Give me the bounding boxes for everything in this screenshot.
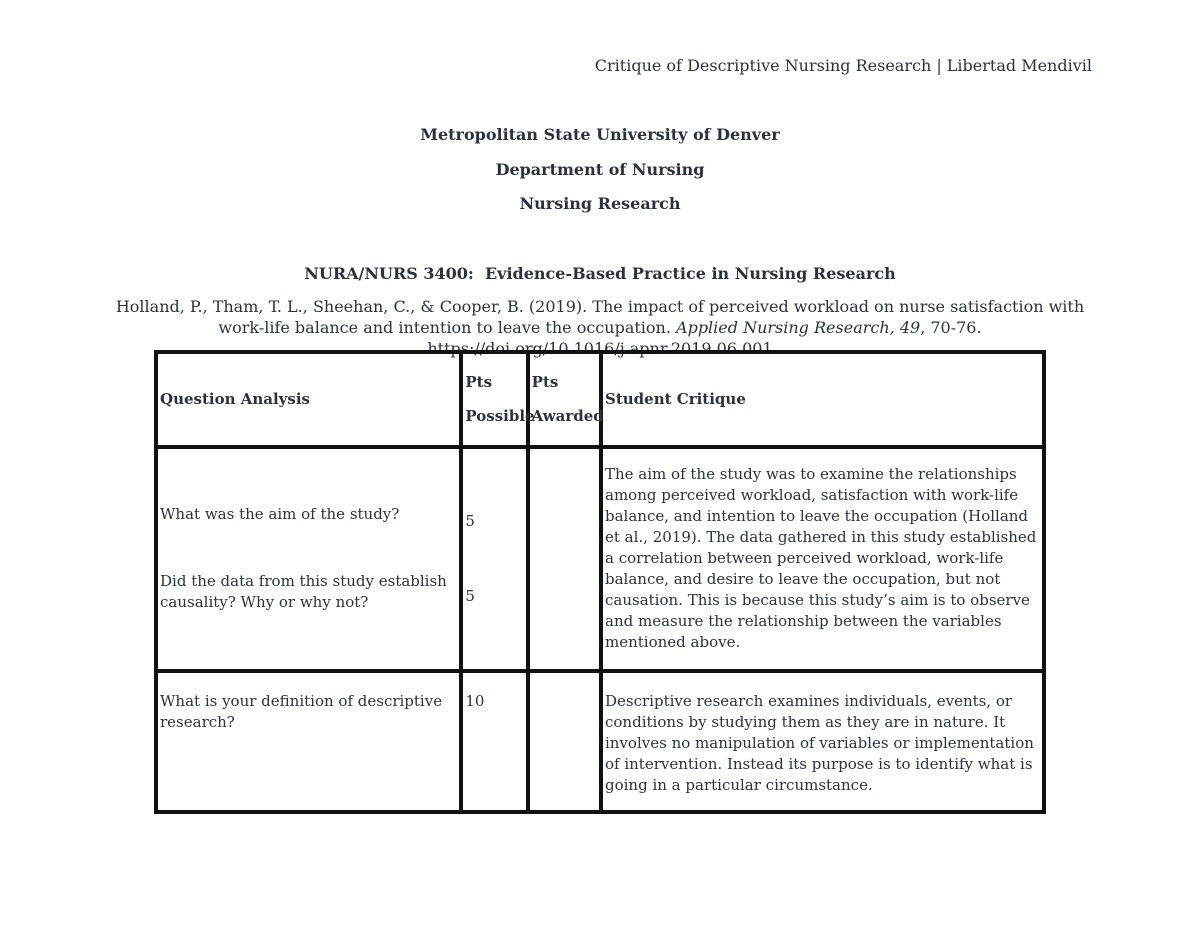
university-heading: Metropolitan State University of Denver: [420, 125, 780, 144]
header-student-critique: Student Critique: [601, 352, 1044, 447]
pts-awarded-cell[interactable]: [528, 671, 601, 812]
header-pts-awarded: [528, 352, 604, 447]
question-aim: What was the aim of the study?: [160, 505, 400, 524]
citation-authors-title: Holland, P., Tham, T. L., Sheehan, C., & Cooper, B. (2019). The impact of perceived workload on nurse satisfaction with work-life balance and intention to leave the occupation.: [115, 297, 1085, 337]
critique-cell: The aim of the study was to examine the relationships among perceived workload, satisfaction with work-life balance, and intention to leave the occupation (Holland et al., 2019). The data gathered in this study established a correlation between perceived workload, work-life balance, and desire to leave the occupation, but not causation. This is because this study’s aim is to observe and measure the relationship between the variables mentioned above.: [601, 447, 1044, 671]
pts-possible-cell: [461, 447, 527, 671]
header-pts-awarded-line2: Awarded: [531, 407, 604, 426]
header-pts-possible-line1: Pts: [465, 373, 493, 392]
pts-possible-causality: 5: [465, 586, 475, 605]
running-head: Critique of Descriptive Nursing Research | Libertad Mendivil: [594, 56, 1092, 75]
pts-possible-aim: 5: [465, 511, 475, 530]
table-header-row: [156, 352, 1044, 447]
header-pts-possible: [461, 352, 535, 447]
question-cell: [156, 447, 461, 671]
critique-cell: Descriptive research examines individuals, events, or conditions by studying them as they are in nature. It involves no manipulation of variables or implementation of intervention. Instead its purpose is to identify what is going in a particular circumstance.: [601, 671, 1044, 812]
question-definition: What is your definition of descriptive research?: [156, 671, 461, 812]
course-heading: NURA/NURS 3400: Evidence-Based Practice in Nursing Research: [304, 264, 896, 283]
table-row: [156, 447, 1044, 671]
department-heading: Department of Nursing: [495, 160, 705, 179]
program-heading: Nursing Research: [519, 194, 681, 213]
pts-possible-definition: 10: [461, 671, 527, 812]
citation-journal: Applied Nursing Research, 49: [676, 318, 921, 337]
critique-rubric-table: [154, 350, 1046, 814]
header-question-analysis: Question Analysis: [156, 352, 461, 447]
table-row: [156, 671, 1044, 812]
header-pts-possible-line2: Possible: [465, 407, 535, 426]
pts-awarded-cell[interactable]: [528, 447, 601, 671]
citation-pages-doi: , 70-76. https://doi.org/10.1016/j.apnr.2019.06.001: [427, 318, 982, 358]
question-causality: Did the data from this study establish causality? Why or why not?: [160, 572, 447, 612]
header-pts-awarded-line1: Pts: [531, 373, 559, 392]
